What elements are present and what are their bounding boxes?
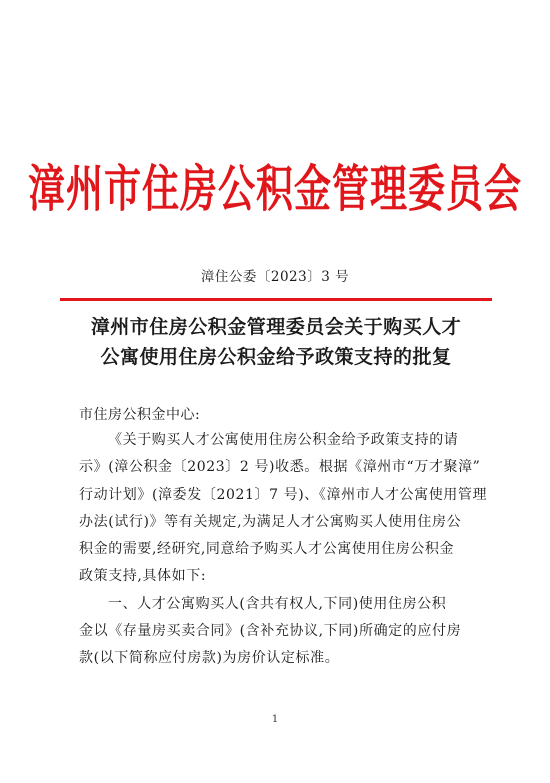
paragraph-1-line: 行动计划》(漳委发〔2021〕7 号)、《漳州市人才公寓使用管理 bbox=[79, 486, 488, 503]
paragraph-1 bbox=[79, 427, 488, 591]
paragraph-2-line: 款(以下简称应付房款)为房价认定标准。 bbox=[79, 650, 340, 667]
paragraph-1-line: 积金的需要,经研究,同意给予购买人才公寓使用住房公积金 bbox=[79, 541, 455, 558]
paragraph-2-line: 一、人才公寓购买人(含共有权人,下同)使用住房公积 bbox=[108, 595, 447, 612]
paragraph-1-line: 办法(试行)》等有关规定,为满足人才公寓购买人使用住房公 bbox=[79, 513, 462, 530]
paragraph-2-line: 金以《存量房买卖合同》(含补充协议,下同)所确定的应付房 bbox=[79, 623, 462, 640]
doc-number: 漳住公委〔2023〕3 号 bbox=[200, 269, 350, 285]
doc-title-line-2: 公寓使用住房公积金给予政策支持的批复 bbox=[100, 346, 452, 368]
body-text bbox=[79, 427, 488, 673]
paragraph-1-line: 示》(漳公积金〔2023〕2 号)收悉。根据《漳州市“万才聚漳” bbox=[79, 459, 481, 476]
paragraph-1-line: 《关于购买人才公寓使用住房公积金给予政策支持的请 bbox=[108, 432, 459, 448]
doc-title-line-1: 漳州市住房公积金管理委员会关于购买人才 bbox=[90, 316, 462, 338]
org-header: 漳州市住房公积金管理委员会 bbox=[28, 158, 522, 219]
red-divider bbox=[60, 298, 492, 301]
salutation: 市住房公积金中心: bbox=[79, 407, 201, 423]
paragraph-1-line: 政策支持,具体如下: bbox=[79, 568, 207, 585]
paragraph-2 bbox=[79, 591, 482, 673]
doc-title bbox=[60, 312, 492, 372]
page-number: 1 bbox=[271, 714, 279, 725]
